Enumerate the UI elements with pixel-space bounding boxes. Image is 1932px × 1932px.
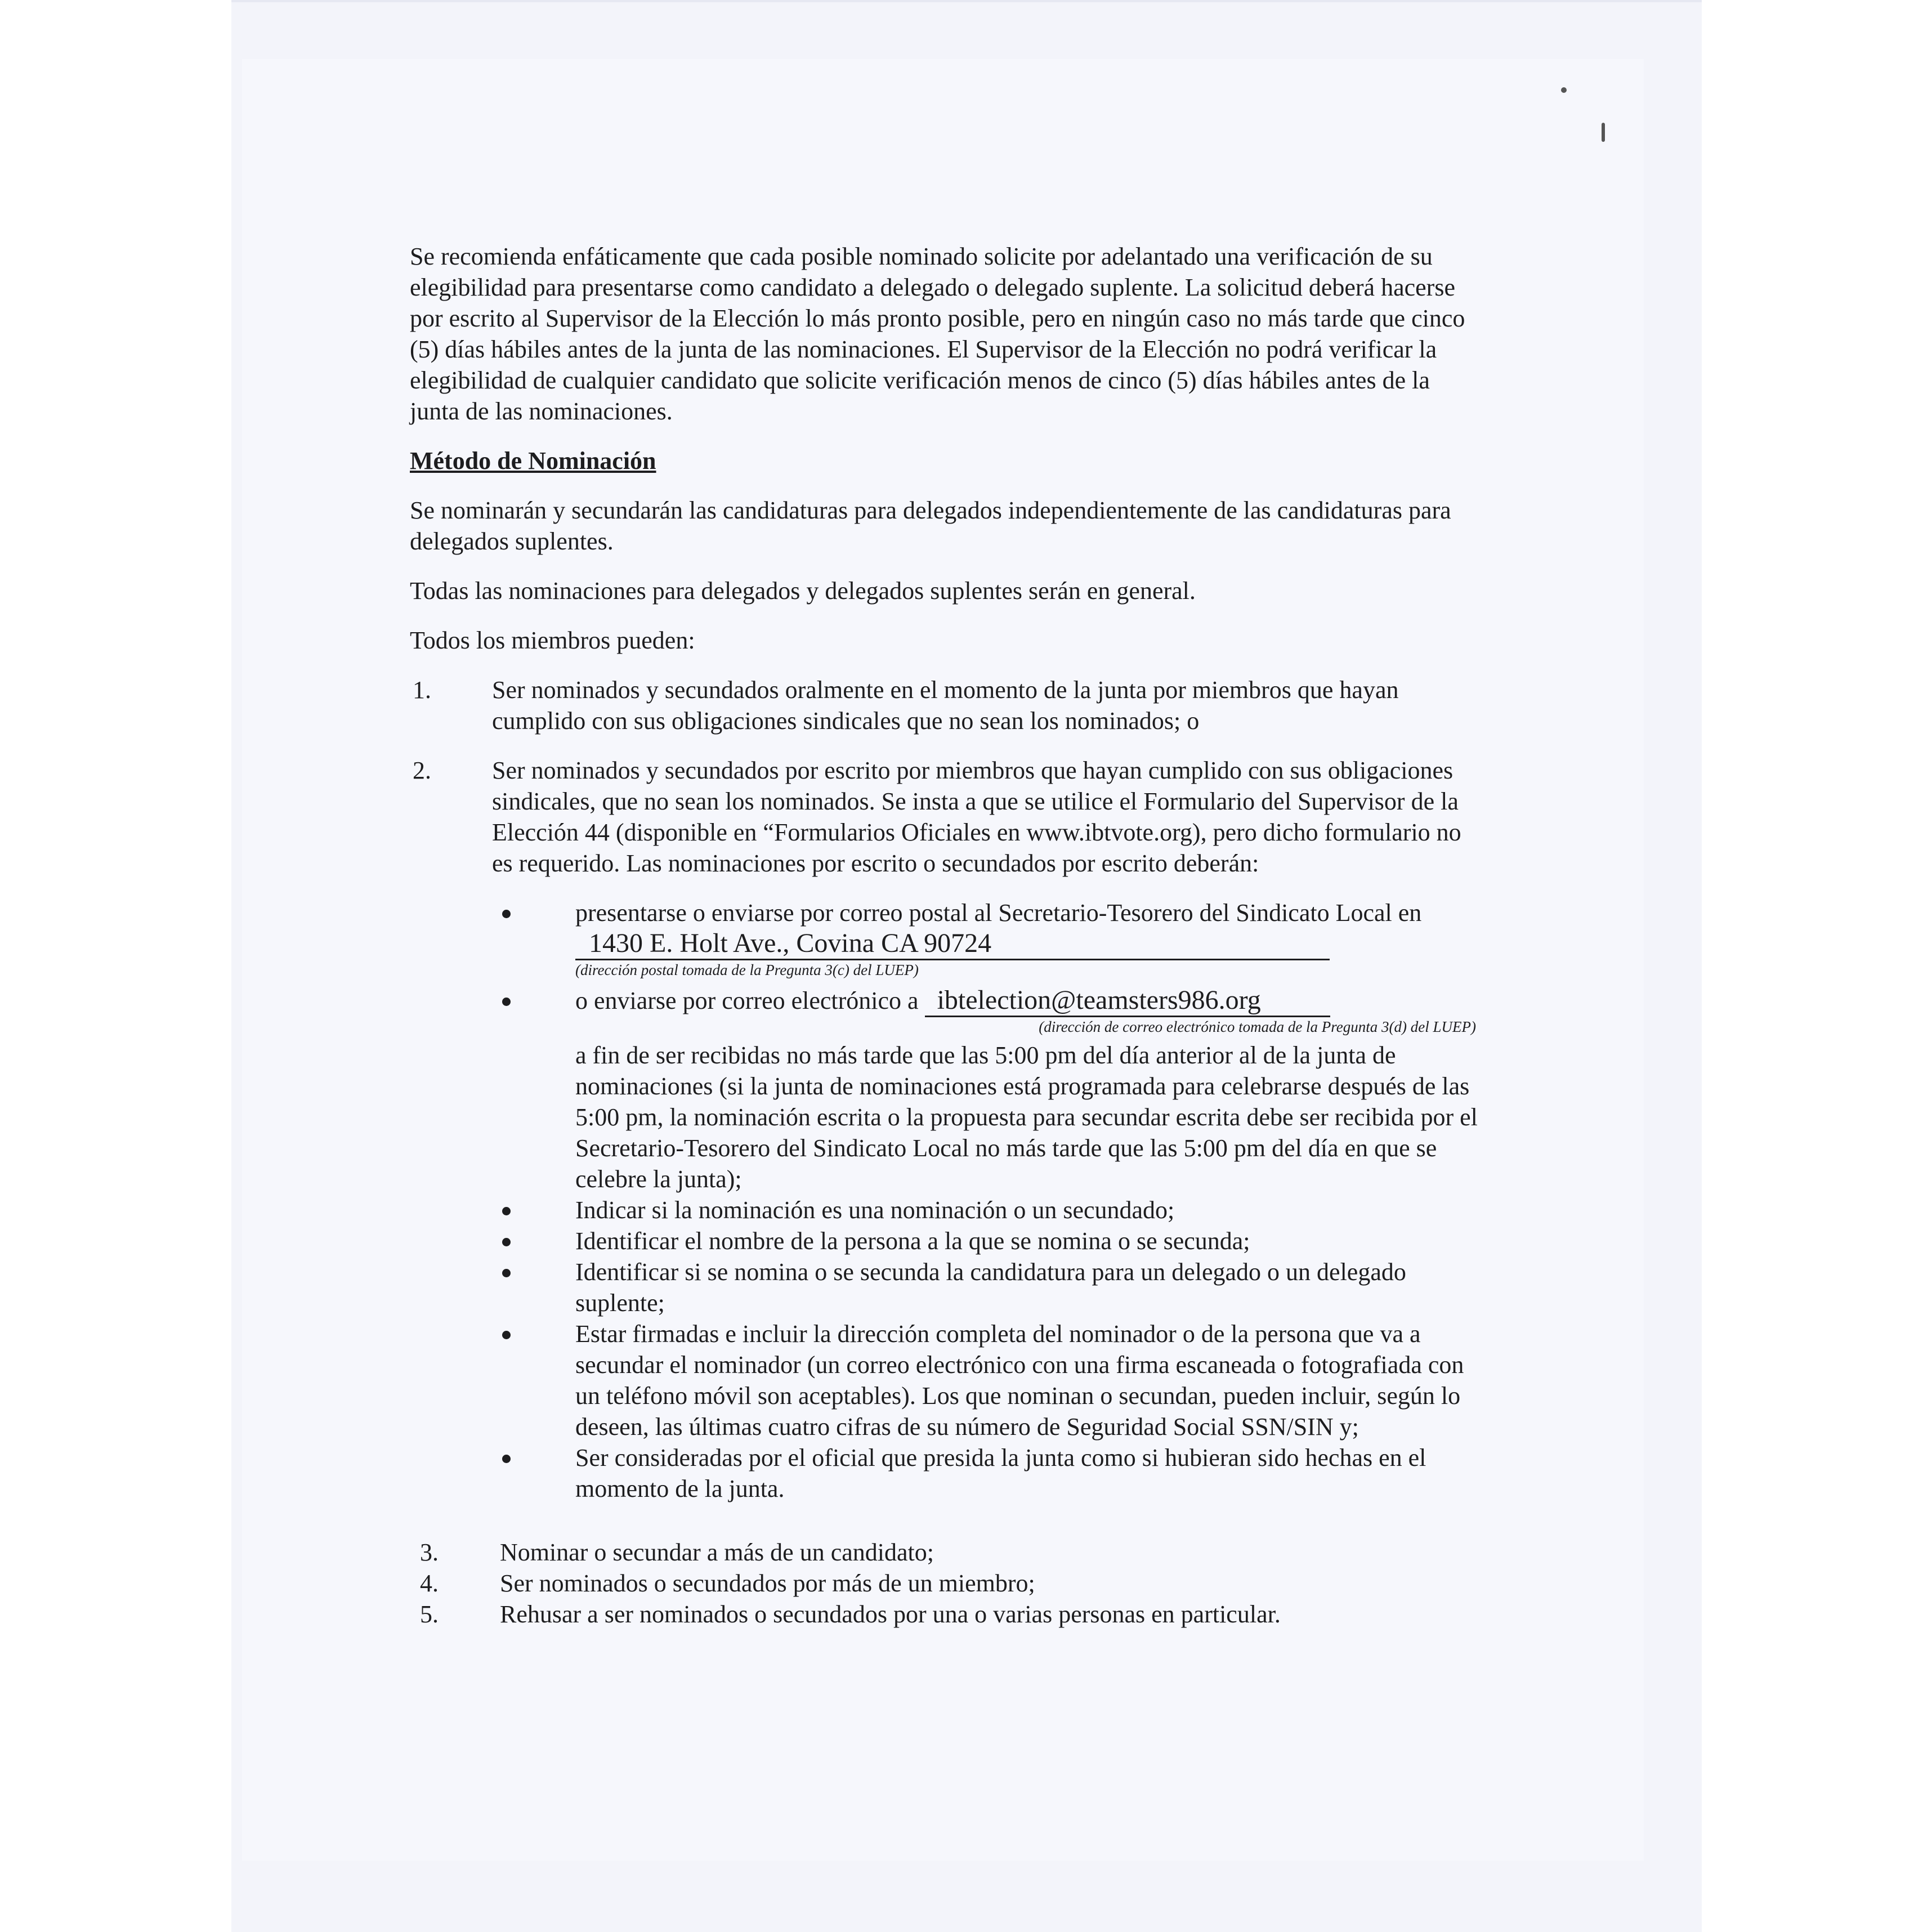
list-number: 1. <box>413 676 431 704</box>
bullet-item <box>492 1256 1479 1318</box>
list-item-text: Ser nominados y secundados oralmente en el momento de la junta por miembros que hayan cumplido con sus obligaciones sindicales que no sean los nominados; o <box>492 676 1399 735</box>
intro-paragraph: Se recomienda enfáticamente que cada posible nominado solicite por adelantado una verificación de su elegibilidad para presentarse como candidato a delegado o delegado suplente. La solicitud deberá hacerse por escrito al Supervisor de la Elección lo más pronto posible, pero en ningún caso no más tarde que cinco (5) días hábiles antes de la junta de las nominaciones. El Supervisor de la Elección no podrá verificar la elegibilidad de cualquier candidato que solicite verificación menos de cinco (5) días hábiles antes de la junta de las nominaciones. <box>410 243 1465 425</box>
bullet-text: Identificar si se nomina o se secunda la candidatura para un delegado o un delegado suplente; <box>575 1258 1406 1317</box>
bullet-item <box>492 1195 1479 1226</box>
list-item-text: Ser nominados y secundados por escrito por miembros que hayan cumplido con sus obligaciones sindicales, que no sean los nominados. Se insta a que se utilice el Formulario del Supervisor de la Elección 44 (disponible en “Formularios Oficiales en www.ibtvote.org), pero dicho formulario no es requerido. Las nominaciones por escrito o secundados por escrito deberán: <box>492 757 1461 877</box>
list-item <box>410 755 1479 1504</box>
bullet-icon <box>502 1269 511 1277</box>
scan-edge <box>231 0 1702 2</box>
paragraph-members: Todos los miembros pueden: <box>410 627 695 654</box>
scan-speck <box>1602 123 1605 142</box>
bullet-text: Ser consideradas por el oficial que presida la junta como si hubieran sido hechas en el momento de la junta. <box>575 1444 1426 1502</box>
list-item <box>410 1537 1479 1568</box>
bullet-icon <box>502 910 511 918</box>
bullet-item <box>492 985 1479 1017</box>
paragraph-independent: Se nominarán y secundarán las candidaturas para delegados independientemente de las candidaturas para delegados suplentes. <box>410 497 1451 555</box>
requirements-list <box>492 897 1479 1504</box>
bullet-text: Identificar el nombre de la persona a la que se nomina o se secunda; <box>575 1227 1250 1255</box>
bullet-item <box>492 1318 1479 1442</box>
delivery-deadline-text: a fin de ser recibidas no más tarde que las 5:00 pm del día anterior al de la junta de nominaciones (si la junta de nominaciones está programada para celebrarse después de las 5:00 pm, la nominación escrita o la propuesta para secundar escrita debe ser recibida por el Secretario-Tesorero del Sindicato Local no más tarde que las 5:00 pm del día en que se celebre la junta); <box>575 1041 1478 1193</box>
list-number: 3. <box>420 1539 439 1566</box>
bullet-icon <box>502 1207 511 1215</box>
bullet-item <box>492 897 1479 960</box>
list-number: 2. <box>413 757 431 784</box>
list-item <box>410 1599 1479 1630</box>
bullet-text: o enviarse por correo electrónico a <box>575 987 919 1014</box>
email-field <box>925 985 1330 1017</box>
list-item-text: Nominar o secundar a más de un candidato; <box>500 1539 934 1566</box>
bullet-text: presentarse o enviarse por correo postal al Secretario-Tesorero del Sindicato Local en <box>575 899 1422 927</box>
additional-rights-list <box>410 1537 1479 1630</box>
postal-address-field <box>575 928 1330 960</box>
document-text <box>410 241 1479 1630</box>
bullet-icon <box>502 1238 511 1246</box>
list-number: 4. <box>420 1569 439 1597</box>
bullet-icon <box>502 998 511 1006</box>
list-item <box>410 674 1479 736</box>
list-item-text: Rehusar a ser nominados o secundados por una o varias personas en particular. <box>500 1600 1281 1628</box>
bullet-icon <box>502 1455 511 1463</box>
scan-speck <box>1561 87 1567 93</box>
bullet-text: Indicar si la nominación es una nominación o un secundado; <box>575 1196 1175 1224</box>
postal-address-caption: (dirección postal tomada de la Pregunta 3(c) del LUEP) <box>575 961 919 978</box>
list-item-text: Ser nominados o secundados por más de un miembro; <box>500 1569 1035 1597</box>
list-number: 5. <box>420 1600 439 1628</box>
paragraph-general: Todas las nominaciones para delegados y delegados suplentes serán en general. <box>410 577 1196 605</box>
list-item <box>410 1568 1479 1599</box>
postal-address-value: 1430 E. Holt Ave., Covina CA 90724 <box>589 928 992 958</box>
email-caption: (dirección de correo electrónico tomada de la Pregunta 3(d) del LUEP) <box>1039 1018 1476 1035</box>
bullet-text: Estar firmadas e incluir la dirección completa del nominador o de la persona que va a secundar el nominador (un correo electrónico con una firma escaneada o fotografiada con un teléfono móvil son aceptables). Los que nominan o secundan, pueden incluir, según lo deseen, las últimas cuatro cifras de su número de Seguridad Social SSN/SIN y; <box>575 1320 1464 1441</box>
bullet-item <box>492 1442 1479 1504</box>
section-heading: Método de Nominación <box>410 447 656 475</box>
bullet-icon <box>502 1331 511 1339</box>
bullet-item <box>492 1226 1479 1256</box>
email-value: ibtelection@teamsters986.org <box>937 985 1261 1015</box>
